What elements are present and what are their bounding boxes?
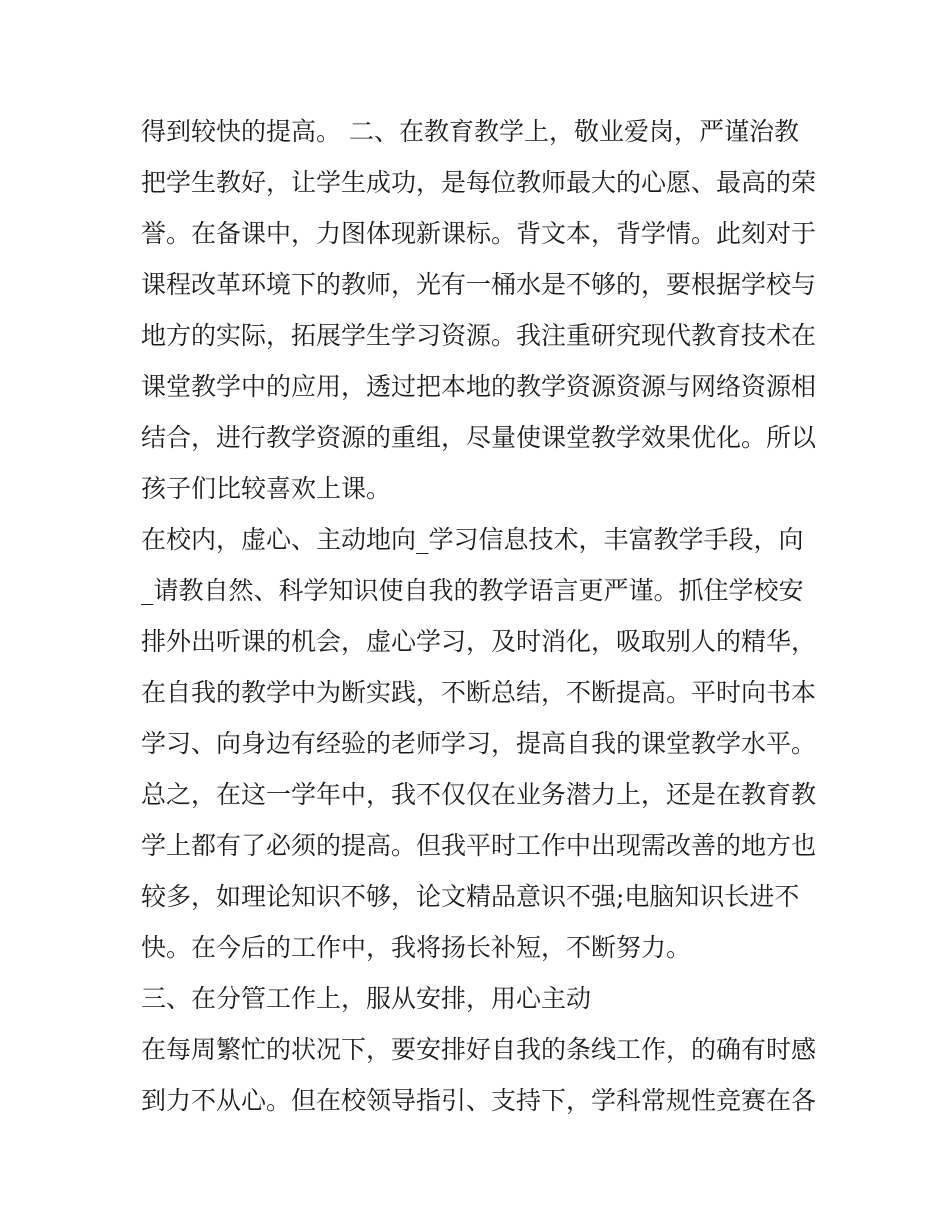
text-line: 地方的实际，拓展学生学习资源。我注重研究现代教育技术在 [141, 321, 817, 350]
text-line: 在每周繁忙的状况下，要安排好自我的条线工作，的确有时感 [141, 1035, 817, 1064]
text-line: 学上都有了必须的提高。但我平时工作中出现需改善的地方也 [141, 831, 817, 860]
text-line: 学习、向身边有经验的老师学习，提高自我的课堂教学水平。 [141, 729, 817, 758]
text-line: 得到较快的提高。 二、在教育教学上，敬业爱岗，严谨治教 [141, 117, 799, 146]
text-line: 快。在今后的工作中，我将扬长补短，不断努力。 [141, 933, 692, 962]
text-line: _请教自然、科学知识使自我的教学语言更严谨。抓住学校安 [141, 576, 804, 605]
document-body [141, 106, 821, 1126]
text-line: 排外出听课的机会，虚心学习，及时消化，吸取别人的精华， [141, 627, 817, 656]
section-heading: 三、在分管工作上，服从安排，用心主动 [141, 984, 592, 1013]
text-line: 把学生教好，让学生成功，是每位教师最大的心愿、最高的荣 [141, 168, 817, 197]
text-line: 课堂教学中的应用，透过把本地的教学资源资源与网络资源相 [141, 372, 817, 401]
text-line: 总之，在这一学年中，我不仅仅在业务潜力上，还是在教育教 [141, 780, 817, 809]
text-line: 课程改革环境下的教师，光有一桶水是不够的，要根据学校与 [141, 270, 817, 299]
text-line: 结合，进行教学资源的重组，尽量使课堂教学效果优化。所以 [141, 423, 817, 452]
text-line: 较多，如理论知识不够，论文精品意识不强;电脑知识长进不 [141, 882, 800, 911]
text-line: 孩子们比较喜欢上课。 [141, 474, 392, 503]
text-line: 在自我的教学中为断实践，不断总结，不断提高。平时向书本 [141, 678, 817, 707]
text-line: 在校内，虚心、主动地向_学习信息技术，丰富教学手段，向 [141, 525, 804, 554]
text-line: 誉。在备课中，力图体现新课标。背文本，背学情。此刻对于 [141, 219, 817, 248]
text-line: 到力不从心。但在校领导指引、支持下，学科常规性竞赛在各 [141, 1086, 817, 1115]
